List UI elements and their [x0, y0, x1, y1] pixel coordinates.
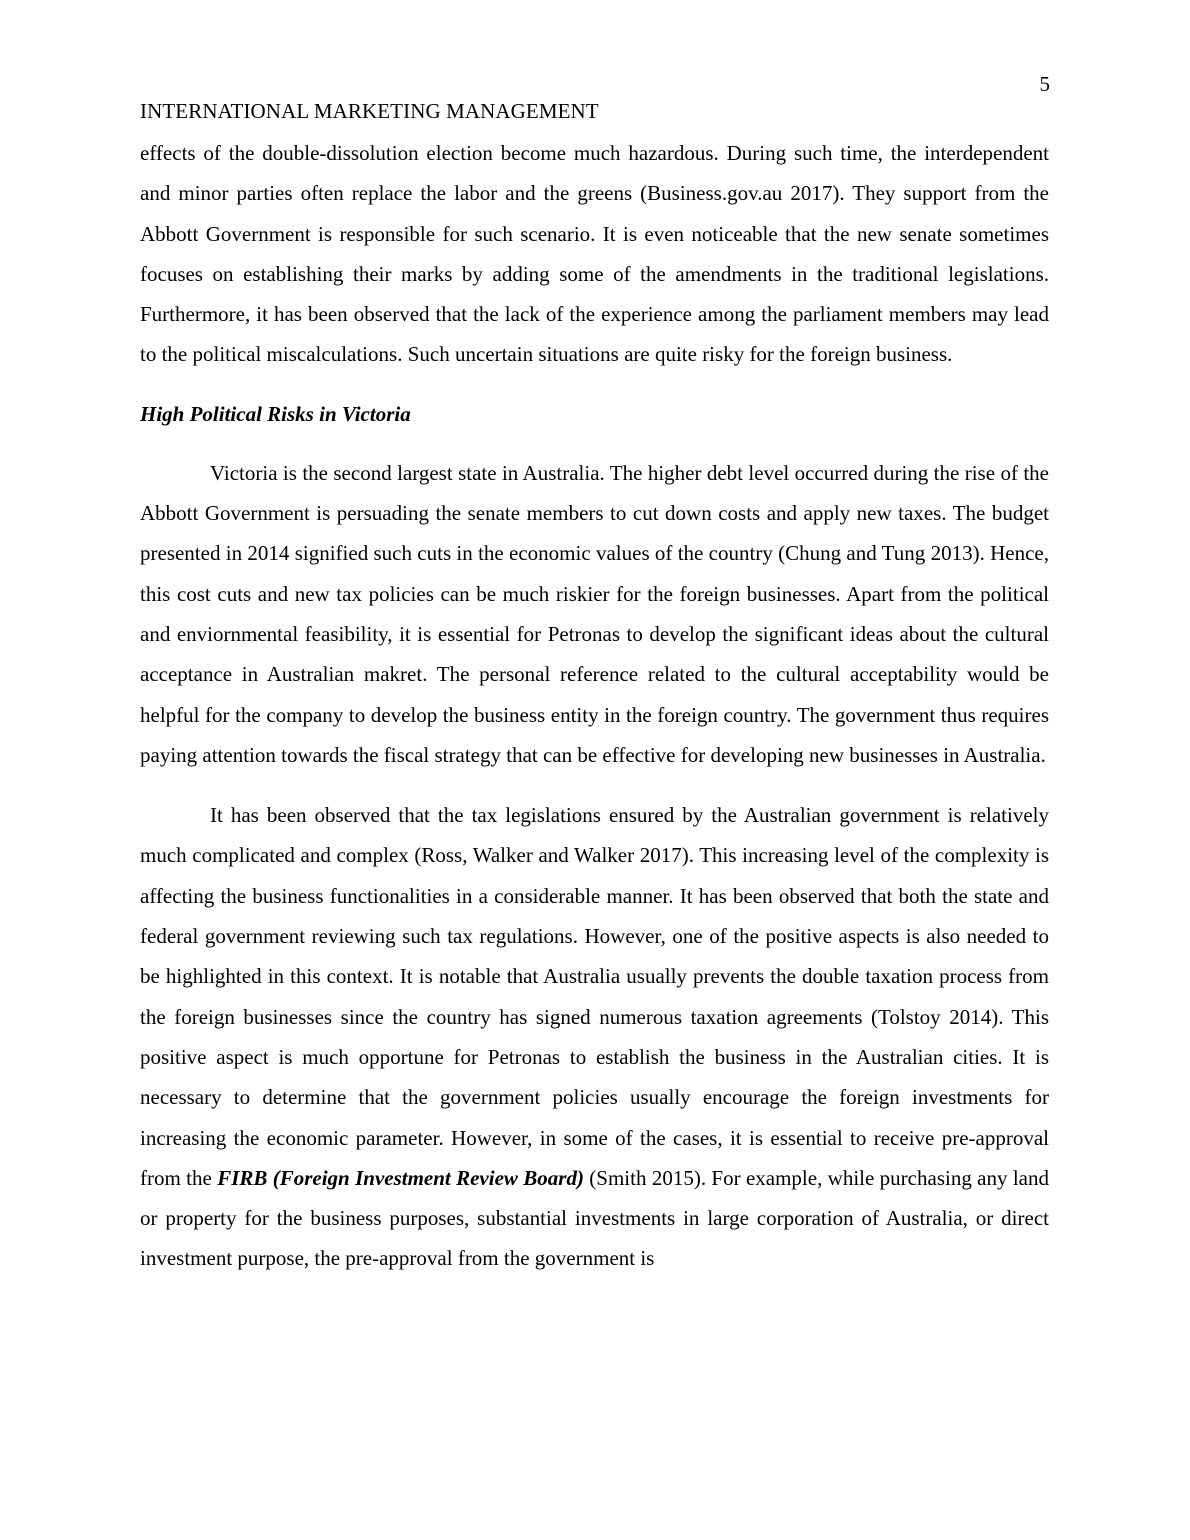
- paragraph-text-before: It has been observed that the tax legislations ensured by the Australian government is relatively much complicated and complex (Ross, Walker and Walker 2017). This increasing level of the complexity is affecting the business functionalities in a considerable manner. It has been observed that both the state and federal government reviewing such tax regulations. However, one of the positive aspects is also needed to be highlighted in this context. It is notable that Australia usually prevents the double taxation process from the foreign businesses since the country has signed numerous taxation agreements (Tolstoy 2014). This positive aspect is much opportune for Petronas to establish the business in the Australian cities. It is necessary to determine that the government policies usually encourage the foreign investments for increasing the economic parameter. However, in some of the cases, it is essential to receive pre-approval from the: [140, 803, 1049, 1190]
- paragraph-continuation: effects of the double-dissolution election become much hazardous. During such time, the interdependent and minor parties often replace the labor and the greens (Business.gov.au 2017). They support from the Abbott Government is responsible for such scenario. It is even noticeable that the new senate sometimes focuses on establishing their marks by adding some of the amendments in the traditional legislations. Furthermore, it has been observed that the lack of the experience among the parliament members may lead to the political miscalculations. Such uncertain situations are quite risky for the foreign business.: [140, 141, 1049, 367]
- page-number: 5: [1039, 72, 1050, 96]
- paragraph-spacer: [140, 775, 1049, 795]
- paragraph-tax-legislation: [140, 795, 1049, 1279]
- document-body: [140, 133, 1049, 1279]
- paragraph-victoria: Victoria is the second largest state in Australia. The higher debt level occurred during the rise of the Abbott Government is persuading the senate members to cut down costs and apply new taxes. The budget presented in 2014 signified such cuts in the economic values of the country (Chung and Tung 2013). Hence, this cost cuts and new tax policies can be much riskier for the foreign businesses. Apart from the political and enviornmental feasibility, it is essential for Petronas to develop the significant ideas about the cultural acceptance in Australian makret. The personal reference related to the cultural acceptability would be helpful for the company to develop the business entity in the foreign country. The government thus requires paying attention towards the fiscal strategy that can be effective for developing new businesses in Australia.: [140, 460, 1049, 767]
- firb-emphasis: FIRB (Foreign Investment Review Board): [217, 1165, 584, 1190]
- section-heading: High Political Risks in Victoria: [140, 401, 411, 426]
- running-head: INTERNATIONAL MARKETING MANAGEMENT: [140, 99, 599, 123]
- paragraph-text-after: (Smith 2015). For example, while purchasing any land or property for the business purposes, substantial investments in large corporation of Australia, or direct investment purpose, the pre-approval from the government is: [140, 1165, 1050, 1271]
